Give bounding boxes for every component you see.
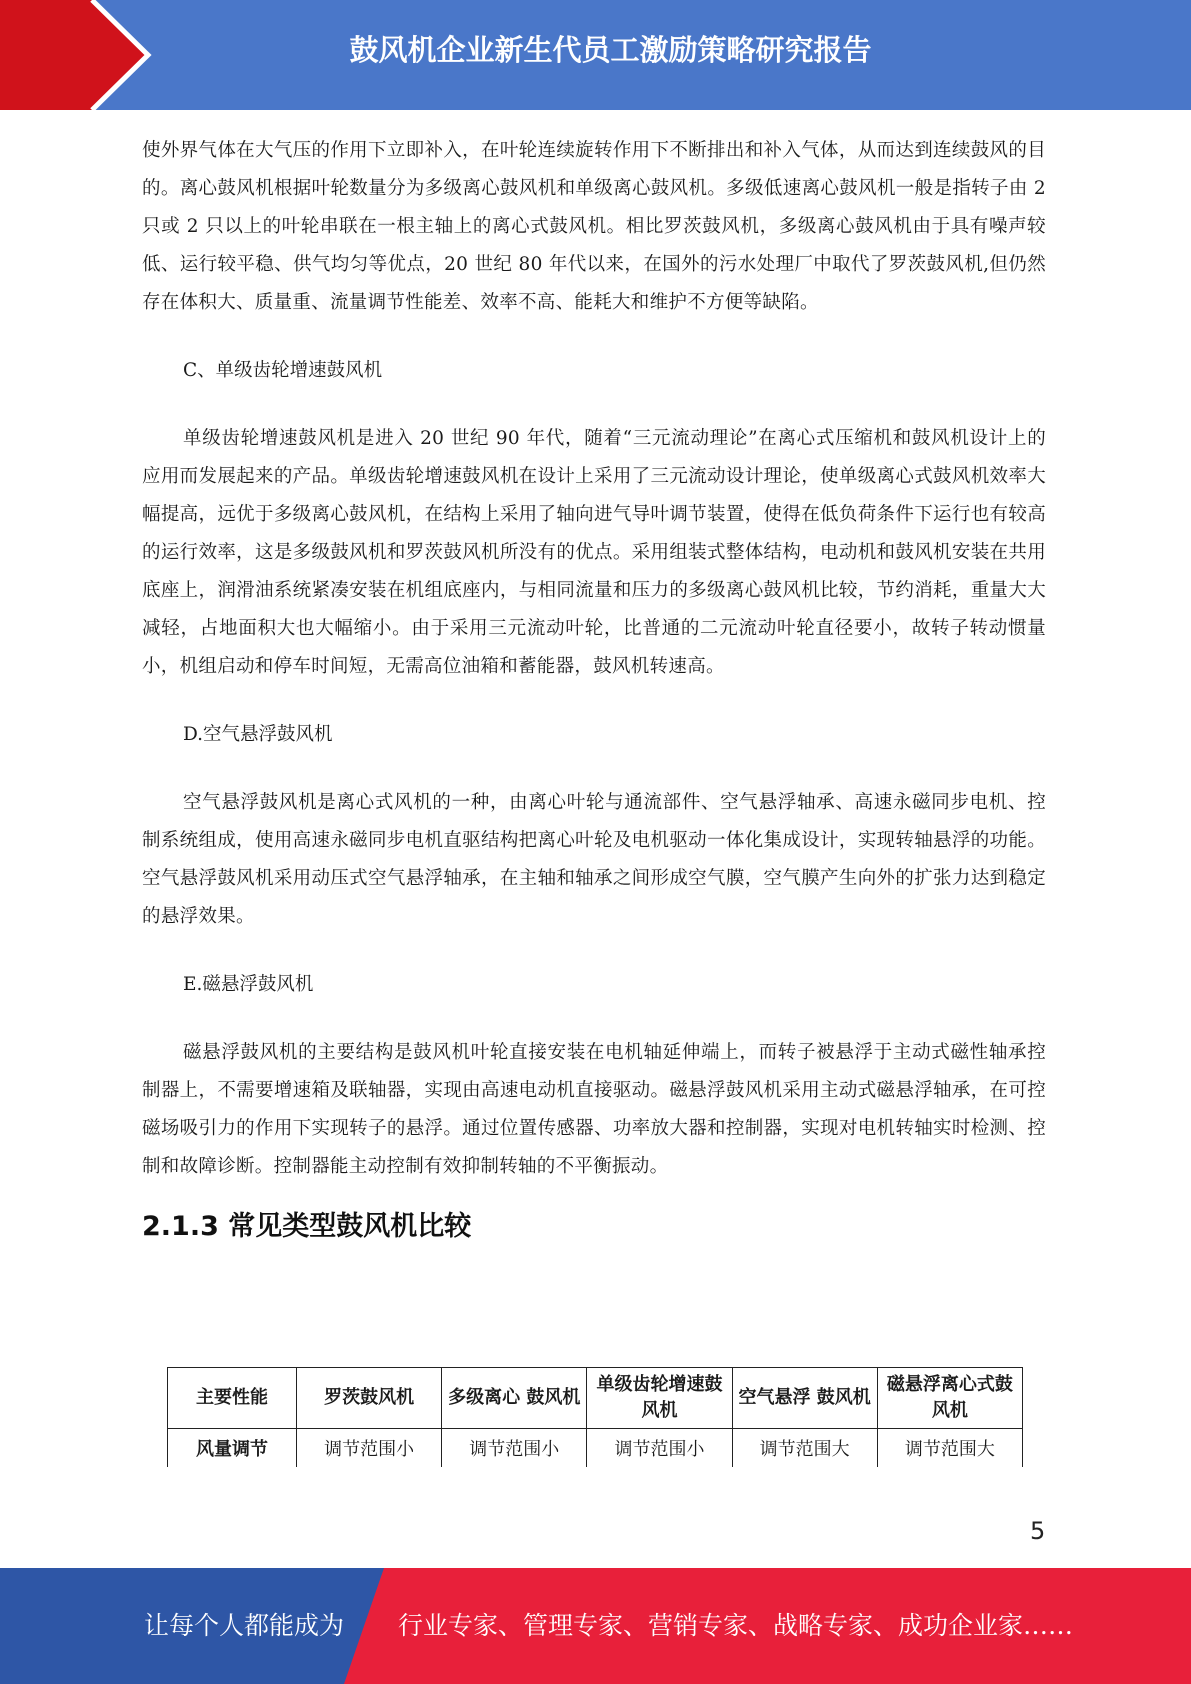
table-header-cell: 多级离心 鼓风机 [442,1368,587,1429]
comparison-table [167,1367,1023,1467]
paragraph-magnetic-levitation: 磁悬浮鼓风机的主要结构是鼓风机叶轮直接安装在电机轴延伸端上，而转子被悬浮于主动式磁性轴承控制器上，不需要增速箱及联轴器，实现由高速电动机直接驱动。磁悬浮鼓风机采用主动式磁悬浮轴承，在可控磁场吸引力的作用下实现转子的悬浮。通过位置传感器、功率放大器和控制器，实现对电机转轴实时检测、控制和故障诊断。控制器能主动控制有效抑制转轴的不平衡振动。 [142,1042,1046,1177]
table-header-cell: 主要性能 [168,1368,297,1429]
table-cell: 调节范围大 [732,1429,877,1468]
table-cell: 调节范围小 [587,1429,732,1468]
heading-single-stage-gear: C、单级齿轮增速鼓风机 [183,360,383,381]
table-row-header: 风量调节 [168,1429,297,1468]
document-body [142,132,1046,1246]
table-header-cell: 罗茨鼓风机 [297,1368,442,1429]
page-number: 5 [1030,1517,1046,1545]
table-header-row [168,1368,1023,1429]
footer-slogan-left: 让每个人都能成为 [144,1611,345,1640]
paragraph-air-bearing: 空气悬浮鼓风机是离心式风机的一种，由离心叶轮与通流部件、空气悬浮轴承、高速永磁同步电机、控制系统组成，使用高速永磁同步电机直驱结构把离心叶轮及电机驱动一体化集成设计，实现转轴悬浮的功能。空气悬浮鼓风机采用动压式空气悬浮轴承，在主轴和轴承之间形成空气膜，空气膜产生向外的扩张力达到稳定的悬浮效果。 [142,792,1046,927]
table-header-cell: 磁悬浮离心式鼓风机 [877,1368,1022,1429]
section-title: 2.1.3 常见类型鼓风机比较 [142,1211,472,1242]
table-cell: 调节范围小 [442,1429,587,1468]
page-header [0,0,1191,110]
heading-magnetic-levitation: E.磁悬浮鼓风机 [183,974,314,995]
table-cell: 调节范围小 [297,1429,442,1468]
table-row [168,1429,1023,1468]
table-header-cell: 空气悬浮 鼓风机 [732,1368,877,1429]
paragraph-multistage: 使外界气体在大气压的作用下立即补入，在叶轮连续旋转作用下不断排出和补入气体，从而达到连续鼓风的目的。离心鼓风机根据叶轮数量分为多级离心鼓风机和单级离心鼓风机。多级低速离心鼓风机一般是指转子由 2 只或 2 只以上的叶轮串联在一根主轴上的离心式鼓风机。相比罗茨鼓风机，多级离心鼓风机由于具有噪声较低、运行较平稳、供气均匀等优点，20 世纪 80 年代以来，在国外的污水处理厂中取代了罗茨鼓风机,但仍然存在体积大、质量重、流量调节性能差、效率不高、能耗大和维护不方便等缺陷。 [142,140,1046,313]
paragraph-single-stage-gear: 单级齿轮增速鼓风机是进入 20 世纪 90 年代，随着“三元流动理论”在离心式压缩机和鼓风机设计上的应用而发展起来的产品。单级齿轮增速鼓风机在设计上采用了三元流动设计理论，使单级离心式鼓风机效率大幅提高，远优于多级离心鼓风机，在结构上采用了轴向进气导叶调节装置，使得在低负荷条件下运行也有较高的运行效率，这是多级鼓风机和罗茨鼓风机所没有的优点。采用组装式整体结构，电动机和鼓风机安装在共用底座上，润滑油系统紧凑安装在机组底座内，与相同流量和压力的多级离心鼓风机比较，节约消耗，重量大大减轻，占地面积大也大幅缩小。由于采用三元流动叶轮，比普通的二元流动叶轮直径要小，故转子转动惯量小，机组启动和停车时间短，无需高位油箱和蓄能器，鼓风机转速高。 [142,428,1046,677]
table-header-cell: 单级齿轮增速鼓风机 [587,1368,732,1429]
table-cell: 调节范围大 [877,1429,1022,1468]
footer-slogan-right: 行业专家、管理专家、营销专家、战略专家、成功企业家…… [398,1611,1074,1640]
report-title: 鼓风机企业新生代员工激励策略研究报告 [349,33,872,67]
page-footer [0,1568,1191,1684]
heading-air-bearing: D.空气悬浮鼓风机 [183,724,333,745]
